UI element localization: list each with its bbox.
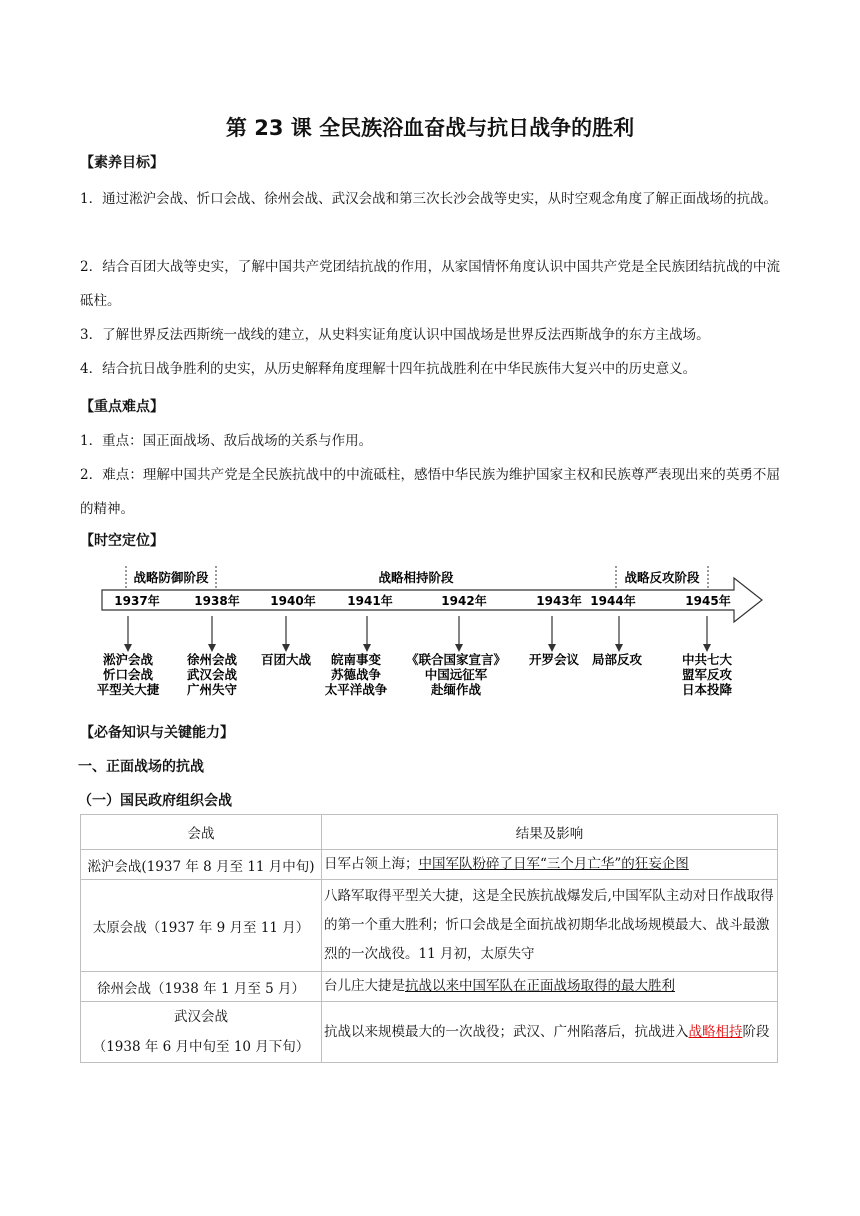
section-heading: 一、正面战场的抗战 xyxy=(78,759,204,775)
event-label: 淞沪会战 xyxy=(102,652,154,667)
event-label: 皖南事变 xyxy=(330,652,382,667)
timeline-diagram xyxy=(90,560,770,710)
year-label: 1937年 xyxy=(114,594,160,608)
event-label: 盟军反攻 xyxy=(681,667,733,682)
result-text: 阶段 xyxy=(742,1023,770,1040)
year-label: 1945年 xyxy=(685,594,731,608)
event-label: 日本投降 xyxy=(681,682,733,697)
year-label: 1940年 xyxy=(270,594,316,608)
stage-label: 战略反攻阶段 xyxy=(624,570,700,585)
keypoints-heading: 【重点难点】 xyxy=(80,399,164,415)
page-title: 第 23 课 全民族浴血奋战与抗日战争的胜利 xyxy=(225,116,635,140)
year-label: 1938年 xyxy=(194,594,240,608)
table-row xyxy=(81,972,778,1002)
table-row xyxy=(81,1002,778,1063)
event-label: 平型关大捷 xyxy=(96,682,160,697)
column-header: 结果及影响 xyxy=(322,815,778,850)
result-cell xyxy=(322,1002,778,1063)
result-text: 抗战以来规模最大的一次战役；武汉、广州陷落后，抗战进入 xyxy=(324,1023,689,1040)
event-label: 局部反攻 xyxy=(591,652,643,667)
result-cell: 八路军取得平型关大捷，这是全民族抗战爆发后,中国军队主动对日作战取得的第一个重大胜利；忻口会战是全面抗战初期华北战场规模最大、战斗最激烈的一次战役。11 月初，太原失守 xyxy=(322,880,778,972)
event-label: 百团大战 xyxy=(260,652,312,667)
event-label: 广州失守 xyxy=(186,682,238,697)
result-cell xyxy=(322,850,778,880)
stage-label: 战略相持阶段 xyxy=(378,570,454,585)
battle-cell: 淞沪会战(1937 年 8 月至 11 月中旬) xyxy=(81,850,322,880)
column-header: 会战 xyxy=(81,815,322,850)
battles-table xyxy=(80,814,778,1063)
goal-item: 2．结合百团大战等史实，了解中国共产党团结抗战的作用，从家国情怀角度认识中国共产党是全民族团结抗战的中流砥柱。 xyxy=(80,259,780,309)
goal-item: 3．了解世界反法西斯统一战线的建立，从史料实证角度认识中国战场是世界反法西斯战争的东方主战场。 xyxy=(80,327,710,343)
result-text: 台儿庄大捷是 xyxy=(324,978,405,994)
subsection-heading: （一）国民政府组织会战 xyxy=(78,793,232,809)
battle-name: 武汉会战 xyxy=(174,1009,228,1025)
table-row xyxy=(81,850,778,880)
event-label: 中共七大 xyxy=(681,652,733,667)
keypoint-item: 2．难点：理解中国共产党是全民族抗战中的中流砥柱，感悟中华民族为维护国家主权和民族尊严表现出来的英勇不屈的精神。 xyxy=(80,467,780,517)
event-label: 武汉会战 xyxy=(186,667,238,682)
year-label: 1942年 xyxy=(441,594,487,608)
result-text-underlined: 中国军队粉碎了日军“三个月亡华”的狂妄企图 xyxy=(418,856,689,872)
result-text-highlight: 战略相持 xyxy=(688,1023,743,1040)
knowledge-heading: 【必备知识与关键能力】 xyxy=(80,725,234,741)
result-text: 日军占领上海； xyxy=(324,856,419,872)
event-label: 赴缅作战 xyxy=(430,682,482,697)
result-cell xyxy=(322,972,778,1002)
event-label: 忻口会战 xyxy=(102,667,154,682)
keypoint-item: 1．重点：国正面战场、敌后战场的关系与作用。 xyxy=(80,433,373,449)
battle-cell xyxy=(81,1002,322,1063)
timeline-heading: 【时空定位】 xyxy=(80,533,164,549)
goal-item: 4．结合抗日战争胜利的史实，从历史解释角度理解十四年抗战胜利在中华民族伟大复兴中的历史意义。 xyxy=(80,361,697,377)
table-header-row xyxy=(81,815,778,850)
stage-label: 战略防御阶段 xyxy=(133,570,209,585)
year-label: 1941年 xyxy=(347,594,393,608)
result-text-underlined: 抗战以来中国军队在正面战场取得的最大胜利 xyxy=(405,978,675,994)
year-label: 1943年 xyxy=(536,594,582,608)
event-label: 中国远征军 xyxy=(424,667,488,682)
event-label: 太平洋战争 xyxy=(324,682,388,697)
battle-cell: 太原会战（1937 年 9 月至 11 月） xyxy=(81,880,322,972)
table-row xyxy=(81,880,778,972)
event-arrows xyxy=(124,616,711,652)
event-label: 徐州会战 xyxy=(186,652,238,667)
goal-item: 1．通过淞沪会战、忻口会战、徐州会战、武汉会战和第三次长沙会战等史实，从时空观念角度了解正面战场的抗战。 xyxy=(80,191,778,207)
goals-heading: 【素养目标】 xyxy=(80,155,164,171)
battle-dates: （1938 年 6 月中旬至 10 月下旬） xyxy=(92,1039,310,1055)
year-label: 1944年 xyxy=(590,594,636,608)
battle-cell: 徐州会战（1938 年 1 月至 5 月） xyxy=(81,972,322,1002)
event-label: 《联合国家宣言》 xyxy=(405,652,507,667)
event-label: 开罗会议 xyxy=(528,652,580,667)
event-label: 苏德战争 xyxy=(330,667,382,682)
